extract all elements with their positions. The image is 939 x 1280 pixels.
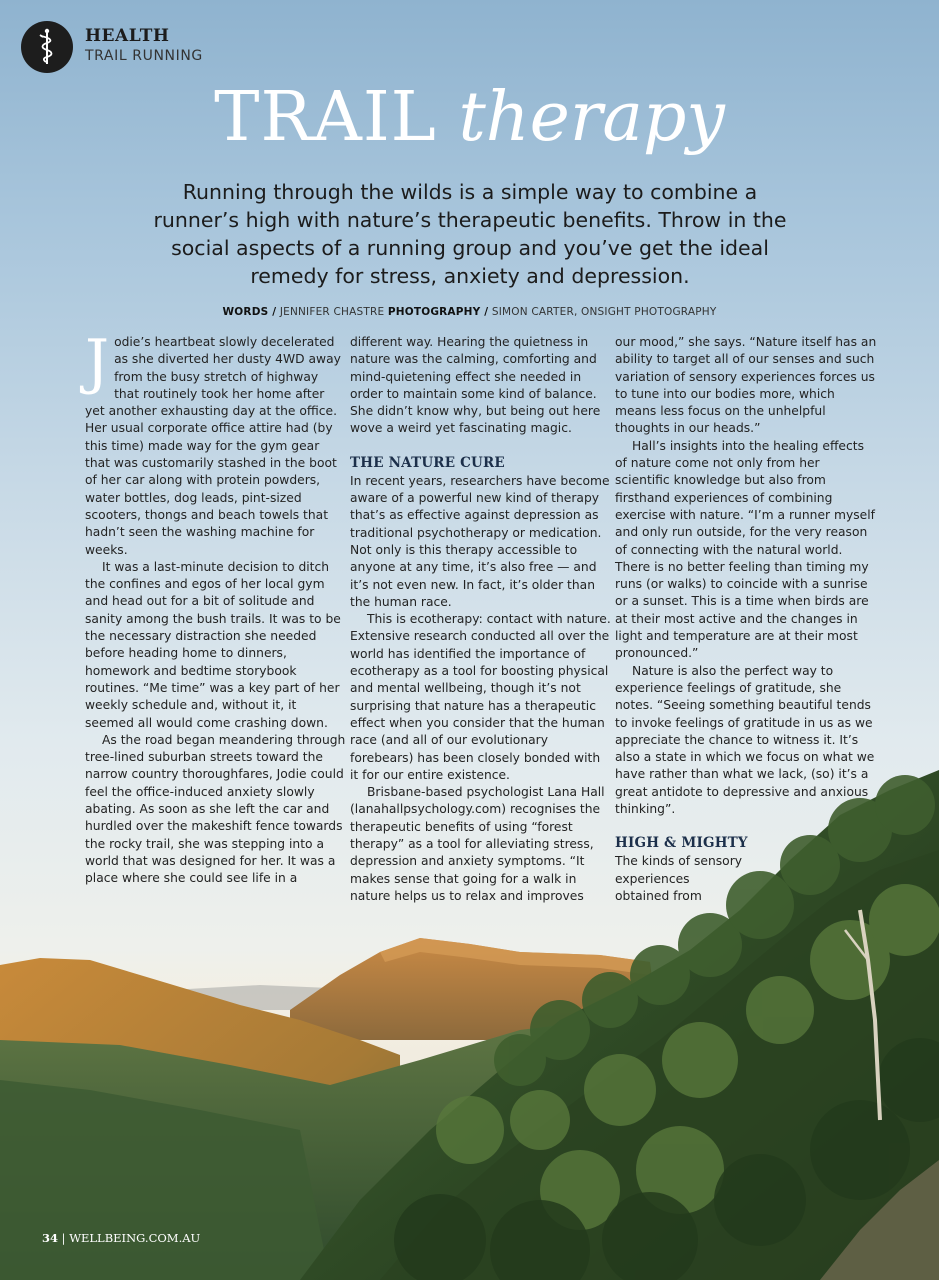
caduceus-icon	[34, 27, 60, 67]
page-footer: 34 | WELLBEING.COM.AU	[42, 1231, 201, 1245]
paragraph: odie’s heartbeat slowly decelerated as she diverted her dusty 4WD away from the busy stretch of highway that routinely took her home after yet another exhausting day at the office. Her usual corporate office attire had (by this time) made way for the gym gear that was customarily stashed in the boot of her car along with protein powders, water bottles, dog leads, pint-sized scooters, thongs and beach towels that hadn’t seen the washing machine for weeks.	[85, 335, 341, 557]
author-name: JENNIFER CHASTRE	[279, 306, 385, 318]
paragraph: Hall’s insights into the healing effects of nature come not only from her scientific knowledge but also from firsthand experiences of combining exercise with nature. “I’m a runner myself and only run outside, for the very reason of connecting with the natural world. There is no better feeling than timing my runs (or walks) to coincide with a sunrise or a sunset. This is a time when birds are at their most active and the changes in light and temperature are at their most pronounced.”	[615, 438, 875, 661]
article-title	[0, 78, 939, 157]
section-subcategory: TRAIL RUNNING	[85, 48, 203, 64]
subheading: HIGH & MIGHTY	[615, 835, 748, 852]
title-part-1: TRAIL	[214, 78, 437, 157]
section-label	[85, 28, 203, 63]
text-column-2	[350, 334, 612, 905]
paragraph: In recent years, researchers have become aware of a powerful new kind of therapy that’s as effective against depression as traditional psychotherapy or medication. Not only is this therapy accessible to anyone at any time, it’s also free — and it’s not even new. In fact, it’s older than the human race.	[350, 473, 610, 609]
section-badge	[21, 21, 73, 73]
title-part-2: therapy	[458, 78, 725, 157]
standfirst: Running through the wilds is a simple way to combine a runner’s high with nature’s therapeutic benefits. Throw in the social aspects of a running group and you’ve get the ideal remedy for stress, anxiety and depression.	[153, 180, 787, 288]
paragraph: This is ecotherapy: contact with nature. Extensive research conducted all over the world has identified the importance of ecotherapy as a tool for boosting physical and mental wellbeing, though it’s not surprising that nature has a therapeutic effect when you consider that the human race (and all of our evolutionary forebears) has been closely bonded with it for our entire existence.	[350, 612, 611, 782]
paragraph: our mood,” she says. “Nature itself has an ability to target all of our senses and such variation of sensory experiences forces us to tune into our bodies more, which means less focus on the unhelpful thoughts in our heads.”	[615, 335, 877, 436]
page-number: 34	[42, 1231, 59, 1245]
paragraph: different way. Hearing the quietness in nature was the calming, comforting and mind-quietening effect she needed in order to maintain some kind of balance. She didn’t know why, but being out here wove a weird yet fascinating magic.	[350, 335, 601, 436]
words-label: WORDS /	[222, 306, 277, 318]
text-column-3	[615, 334, 877, 905]
subheading: THE NATURE CURE	[350, 454, 505, 471]
byline	[0, 306, 939, 318]
photo-label: PHOTOGRAPHY /	[387, 306, 489, 318]
section-category: HEALTH	[85, 26, 170, 46]
text-column-1	[85, 327, 347, 888]
paragraph: Nature is also the perfect way to experience feelings of gratitude, she notes. “Seeing something beautiful tends to invoke feelings of gratitude in us as we appreciate the chance to witness it. It’s also a state in which we focus on what we have rather than what we lack, (so) it’s a great antidote to depressive and anxious thinking”.	[615, 663, 875, 817]
paragraph: As the road began meandering through tree-lined suburban streets toward the narrow country thoroughfares, Jodie could feel the office-induced anxiety slowly abating. As soon as she left the car and hurdled over the makeshift fence towards the rocky trail, she was stepping into a world that was designed for her. It was a place where she could see life in a	[85, 732, 346, 886]
site-name: WELLBEING.COM.AU	[69, 1231, 201, 1245]
paragraph: It was a last-minute decision to ditch the confines and egos of her local gym and head out for a bit of solitude and sanity among the bush trails. It was to be the necessary distraction she needed before heading home to dinners, homework and bedtime storybook routines. “Me time” was a key part of her weekly schedule and, without it, it seemed all would come crashing down.	[85, 559, 341, 730]
drop-cap: J	[85, 327, 110, 397]
paragraph: Brisbane-based psychologist Lana Hall (lanahallpsychology.com) recognises the therapeutic benefits of using “forest therapy” as a tool for alleviating stress, depression and anxiety symptoms. “It makes sense that going for a walk in nature helps us to relax and improves	[350, 785, 605, 903]
photographer-name: SIMON CARTER, ONSIGHT PHOTOGRAPHY	[491, 306, 717, 318]
paragraph: The kinds of sensory experiences obtained from	[615, 854, 743, 903]
